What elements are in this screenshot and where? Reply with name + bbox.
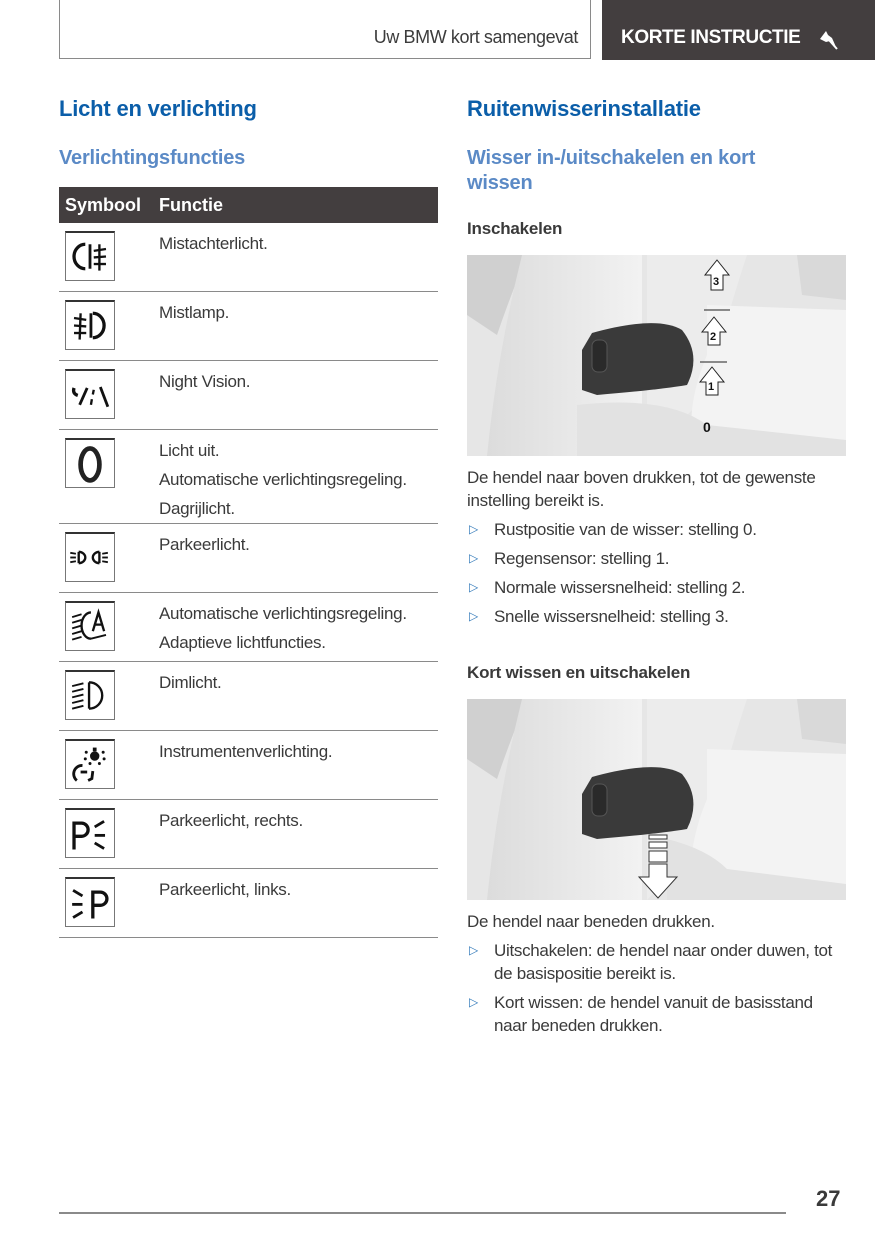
wipe-actions-list xyxy=(467,939,847,1043)
table-row xyxy=(59,731,438,800)
wiper-lever-down-illustration xyxy=(467,699,846,900)
function-text: Mistachterlicht. xyxy=(159,234,268,253)
bullet-triangle-icon: ▷ xyxy=(469,551,478,565)
night-vision-icon xyxy=(65,369,115,419)
svg-text:1: 1 xyxy=(708,381,715,393)
column-header-function: Functie xyxy=(159,194,224,215)
instrument-lighting-icon xyxy=(65,739,115,789)
parking-light-icon xyxy=(65,532,115,582)
list-item: ▷ Uitschakelen: de hendel naar onder duwen, tot de basispositie bereikt is. xyxy=(469,941,833,983)
table-row xyxy=(59,869,438,938)
section-title-lighting: Licht en verlichting xyxy=(59,96,257,121)
wiper-positions-list xyxy=(467,518,847,634)
front-fog-light-icon xyxy=(65,300,115,350)
section-tab-label: KORTE INSTRUCTIE xyxy=(621,27,801,48)
table-row xyxy=(59,292,438,361)
running-title: Uw BMW kort samengevat xyxy=(373,27,578,47)
bullet-triangle-icon: ▷ xyxy=(469,943,478,957)
function-text: Automatische verlichtingsregeling. Adaptieve lichtfuncties. xyxy=(159,604,407,652)
function-text: Licht uit. Automatische verlichtingsregeling. Dagrijlicht. xyxy=(159,441,407,518)
subsection-title-wiper-switching: Wisser in-/uitschakelen en kort wissen xyxy=(467,147,756,194)
parking-light-right-icon xyxy=(65,808,115,858)
svg-text:0: 0 xyxy=(703,419,711,435)
table-row xyxy=(59,524,438,593)
header-running-title-box xyxy=(59,0,591,59)
table-row xyxy=(59,593,438,662)
table-row xyxy=(59,223,438,292)
function-text: Parkeerlicht, links. xyxy=(159,880,291,899)
paragraph-wipe-intro: De hendel naar beneden drukken. xyxy=(467,912,715,931)
table-row xyxy=(59,430,438,524)
list-item: ▷ Kort wissen: de hendel vanuit de basisstand naar beneden drukken. xyxy=(469,993,813,1035)
function-text: Parkeerlicht. xyxy=(159,535,250,554)
paragraph-switch-on-intro: De hendel naar boven drukken, tot de gewenste instelling bereikt is. xyxy=(467,468,816,510)
heading-wipe-and-off: Kort wissen en uitschakelen xyxy=(467,663,691,682)
list-item: ▷ Regensensor: stelling 1. xyxy=(469,549,670,568)
function-text: Mistlamp. xyxy=(159,303,230,322)
list-item: ▷ Normale wissersnelheid: stelling 2. xyxy=(469,578,746,597)
function-text: Instrumentenverlichting. xyxy=(159,742,333,761)
column-header-symbol: Symbool xyxy=(65,194,142,215)
section-title-wipers: Ruitenwisserinstallatie xyxy=(467,96,701,121)
table-row xyxy=(59,800,438,869)
bullet-triangle-icon: ▷ xyxy=(469,995,478,1009)
bullet-triangle-icon: ▷ xyxy=(469,609,478,623)
page-number: 27 xyxy=(816,1186,841,1211)
function-text: Parkeerlicht, rechts. xyxy=(159,811,303,830)
svg-text:2: 2 xyxy=(710,331,717,343)
list-item: ▷ Snelle wissersnelheid: stelling 3. xyxy=(469,607,729,626)
table-row xyxy=(59,662,438,731)
auto-headlight-icon xyxy=(65,601,115,651)
pushpin-icon xyxy=(816,27,840,51)
parking-light-left-icon xyxy=(65,877,115,927)
table-header xyxy=(59,187,438,223)
subsection-title-lighting-functions: Verlichtingsfuncties xyxy=(59,147,246,169)
rear-fog-light-icon xyxy=(65,231,115,281)
function-text: Dimlicht. xyxy=(159,673,222,692)
bullet-triangle-icon: ▷ xyxy=(469,580,478,594)
lights-off-icon xyxy=(65,438,115,488)
bullet-triangle-icon: ▷ xyxy=(469,522,478,536)
lighting-functions-table xyxy=(59,187,438,938)
low-beam-icon xyxy=(65,670,115,720)
heading-switch-on: Inschakelen xyxy=(467,219,563,238)
list-item: ▷ Rustpositie van de wisser: stelling 0. xyxy=(469,520,757,539)
table-row xyxy=(59,361,438,430)
section-tab xyxy=(602,0,875,60)
function-text: Night Vision. xyxy=(159,372,251,391)
wiper-lever-up-illustration xyxy=(467,255,846,456)
svg-text:3: 3 xyxy=(713,276,720,288)
footer-divider xyxy=(59,1212,786,1214)
